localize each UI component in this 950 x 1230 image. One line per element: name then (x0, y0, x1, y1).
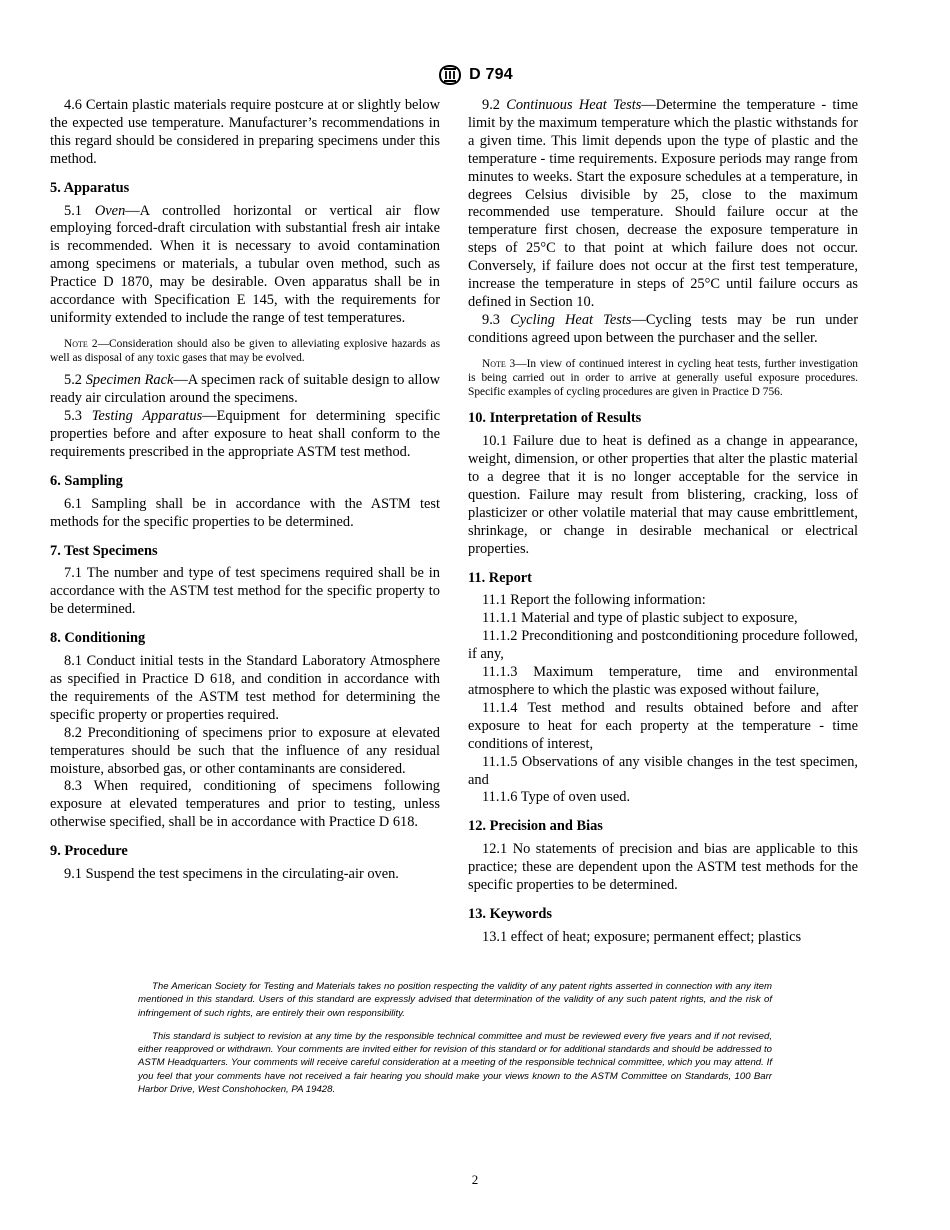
section-heading-test-specimens: 7. Test Specimens (50, 542, 158, 559)
note-3: Note 3—In view of continued interest in cycling heat tests, further investigation is being carried out in order to arrive at generally useful exposure procedures. Specific examples of cycling procedures are given in Practice D 756. (468, 357, 858, 399)
left-column (50, 97, 440, 884)
revision-notice: This standard is subject to revision at any time by the responsible technical committee and must be reviewed every five years and if not revised, either reapproved or withdrawn. Your comments are invited either for revision of this standard or for additional standards and should be addressed to ASTM Headquarters. Your comments will receive careful consideration at a meeting of the responsible technical committee, which you may attend. If you feel that your comments have not received a fair hearing you should make your views known to the ASTM Committee on Standards, 100 Barr Harbor Drive, West Conshohocken, PA 19428. (138, 1030, 772, 1096)
paragraph-8-2: 8.2 Preconditioning of specimens prior to exposure at elevated temperatures should be such that the influence of any residual moisture, absorbed gas, or other contaminants are considered. (50, 724, 440, 777)
paragraph-5-3: 5.3 Testing Apparatus—Equipment for determining specific properties before and after exposure to heat shall conform to the requirements prescribed in the appropriate ASTM test method. (50, 408, 440, 460)
section-heading-precision-bias: 12. Precision and Bias (468, 818, 603, 835)
paragraph-11-1-3: 11.1.3 Maximum temperature, time and environmental atmosphere to which the plastic was exposed without failure, (468, 664, 858, 698)
paragraph-9-3: 9.3 Cycling Heat Tests—Cycling tests may be run under conditions agreed upon between the purchaser and the seller. (468, 311, 858, 346)
patent-disclaimer: The American Society for Testing and Materials takes no position respecting the validity of any patent rights asserted in connection with any item mentioned in this standard. Users of this standard are expressly advised that determination of the validity of any such patent rights, and the risk of infringement of such rights, are entirely their own responsibility. (138, 981, 772, 1019)
paragraph-11-1-6: 11.1.6 Type of oven used. (482, 789, 631, 806)
section-heading-conditioning: 8. Conditioning (50, 630, 146, 647)
paragraph-8-1: 8.1 Conduct initial tests in the Standard Laboratory Atmosphere as specified in Practice D 618, and condition in accordance with the requirements of the ASTM test method for determining the specific property or properties required. (50, 653, 440, 723)
document-designation: D 794 (469, 66, 513, 83)
section-heading-report: 11. Report (468, 569, 532, 586)
paragraph-11-1-1: 11.1.1 Material and type of plastic subject to exposure, (482, 610, 798, 627)
paragraph-6-1: 6.1 Sampling shall be in accordance with the ASTM test methods for the specific properties to be determined. (50, 495, 440, 530)
section-heading-interpretation: 10. Interpretation of Results (468, 410, 642, 427)
paragraph-11-1-4: 11.1.4 Test method and results obtained before and after exposure to heat for each property at the temperature - time conditions of interest, (468, 699, 858, 752)
paragraph-10-1: 10.1 Failure due to heat is defined as a change in appearance, weight, dimension, or other properties that alter the plastic material to a degree that it is no longer acceptable for the service in question. Failure may result from blistering, cracking, loss of plasticizer or other volatile material that may cause embrittlement, shrinkage, or change in desirable mechanical or electrical properties. (468, 433, 858, 557)
paragraph-9-1: 9.1 Suspend the test specimens in the circulating-air oven. (64, 866, 399, 883)
paragraph-11-1-2: 11.1.2 Preconditioning and postconditioning procedure followed, if any, (468, 628, 858, 663)
paragraph-8-3: 8.3 When required, conditioning of specimens following exposure at elevated temperatures and prior to testing, unless otherwise specified, shall be in accordance with Practice D 618. (50, 778, 440, 831)
note-2: Note 2—Consideration should also be given to alleviating explosive hazards as well as disposal of any toxic gases that may be evolved. (50, 337, 440, 365)
paragraph-7-1: 7.1 The number and type of test specimens required shall be in accordance with the ASTM test method for the specific property to be determined. (50, 565, 440, 618)
paragraph-11-1: 11.1 Report the following information: (482, 592, 706, 609)
paragraph-5-2: 5.2 Specimen Rack—A specimen rack of suitable design to allow ready air circulation around the specimens. (50, 372, 440, 407)
page-header (0, 64, 950, 91)
section-heading-apparatus: 5. Apparatus (50, 179, 130, 196)
paragraph-11-1-5: 11.1.5 Observations of any visible changes in the test specimen, and (468, 753, 858, 788)
right-column (468, 97, 858, 947)
page-number: 2 (471, 1172, 479, 1187)
section-heading-procedure: 9. Procedure (50, 843, 128, 860)
paragraph-9-2: 9.2 Continuous Heat Tests—Determine the temperature - time limit by the maximum temperature which the plastic withstands for a given time. This limit depends upon the type of plastic and the temperature - time requirements. Exposure periods may range from minutes to weeks. Start the exposure schedules at a temperature, in degrees Celsius divisible by 25, close to the maximum recommended use temperature. Should failure occur at the temperature first chosen, decrease the exposure temperature in steps of 25°C to that point at which failure does not occur. Conversely, if failure does not occur at the first test temperature, increase the temperature in steps of 25°C until failure occurs as defined in Section 10. (468, 97, 858, 310)
section-heading-keywords: 13. Keywords (468, 905, 552, 922)
page-footer (138, 980, 772, 1096)
section-heading-sampling: 6. Sampling (50, 472, 123, 489)
paragraph-13-1: 13.1 effect of heat; exposure; permanent effect; plastics (482, 928, 802, 945)
paragraph-12-1: 12.1 No statements of precision and bias are applicable to this practice; these are dependent upon the ASTM test methods for the specific properties to be determined. (468, 841, 858, 894)
paragraph-4-6: 4.6 Certain plastic materials require postcure at or slightly below the expected use temperature. Manufacturer’s recommendations in this regard should be considered in preparing specimens under this method. (50, 97, 440, 167)
astm-logo-icon (437, 64, 463, 86)
paragraph-5-1: 5.1 Oven—A controlled horizontal or vertical air flow employing forced-draft circulation with substantial fresh air intake is recommended. When it is necessary to avoid contamination among specimens or materials, a tubular oven method, such as Practice D 1870, may be desirable. Oven apparatus shall be in accordance with Specification E 145, with the requirements for uniformity extended to include the range of test temperatures. (50, 202, 440, 326)
